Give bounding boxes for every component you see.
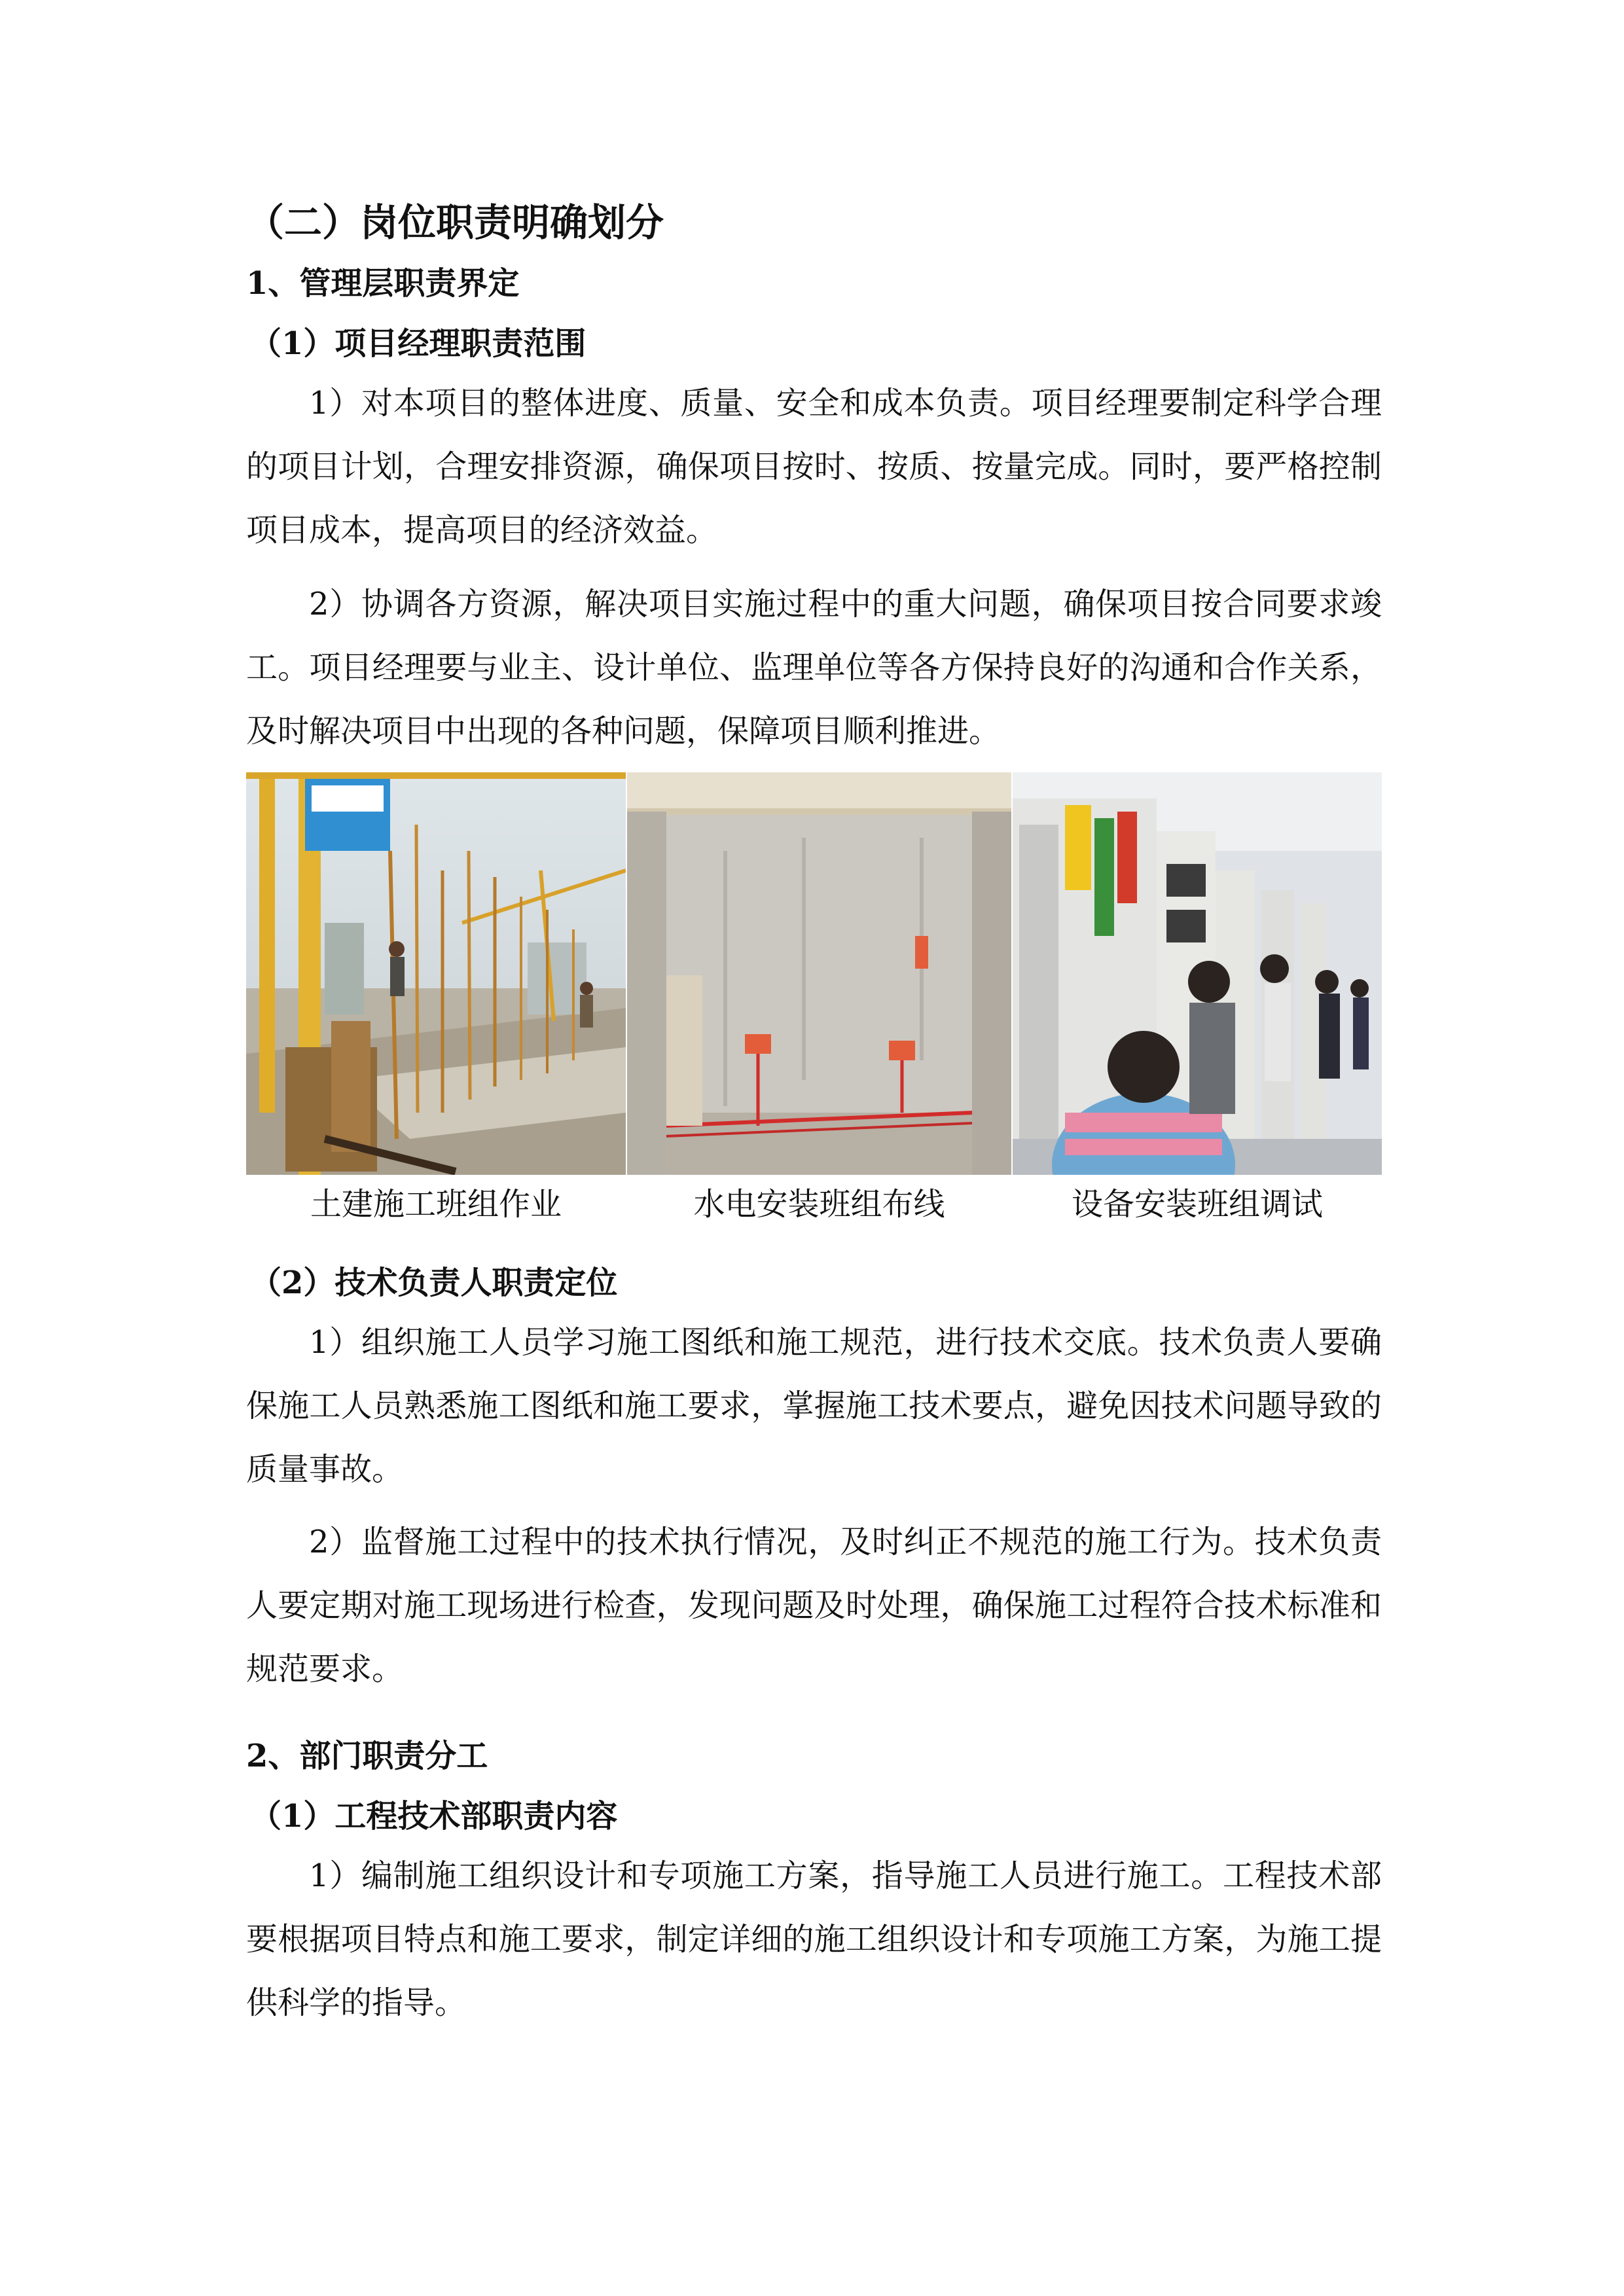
construction-site-photo [246, 772, 626, 1175]
section-title: （二）岗位职责明确划分 [246, 200, 664, 245]
equipment-lab-photo [1013, 772, 1382, 1175]
wiring-wall-image [627, 772, 1011, 1175]
construction-site-image [246, 772, 626, 1175]
part2-sub1-heading: （1）工程技术部职责内容 [250, 1798, 618, 1835]
part1-sub1-heading: （1）项目经理职责范围 [250, 325, 586, 362]
part1-sub1-paragraph-1: 1）对本项目的整体进度、质量、安全和成本负责。项目经理要制定科学合理的项目计划，合理安排资源，确保项目按时、按质、按量完成。同时，要严格控制项目成本，提高项目的经济效益。 [246, 385, 1382, 548]
photo-row [246, 772, 1382, 1175]
part2-sub1-paragraph-1: 1）编制施工组织设计和专项施工方案，指导施工人员进行施工。工程技术部要根据项目特点和施工要求，制定详细的施工组织设计和专项施工方案，为施工提供科学的指导。 [246, 1857, 1382, 2021]
photo-caption-1: 土建施工班组作业 [310, 1186, 562, 1223]
part1-sub1-paragraph-2: 2）协调各方资源，解决项目实施过程中的重大问题，确保项目按合同要求竣工。项目经理要与业主、设计单位、监理单位等各方保持良好的沟通和合作关系，及时解决项目中出现的各种问题，保障项目顺利推进。 [246, 586, 1382, 749]
photo-caption-3: 设备安装班组调试 [1071, 1186, 1323, 1223]
equipment-lab-image [1013, 772, 1382, 1175]
part1-sub2-paragraph-1: 1）组织施工人员学习施工图纸和施工规范，进行技术交底。技术负责人要确保施工人员熟悉施工图纸和施工要求，掌握施工技术要点，避免因技术问题导致的质量事故。 [246, 1324, 1382, 1488]
photo-caption-2: 水电安装班组布线 [693, 1186, 945, 1223]
part1-sub2-paragraph-2: 2）监督施工过程中的技术执行情况，及时纠正不规范的施工行为。技术负责人要定期对施工现场进行检查，发现问题及时处理，确保施工过程符合技术标准和规范要求。 [246, 1524, 1382, 1687]
part1-sub2-heading: （2）技术负责人职责定位 [250, 1265, 618, 1301]
part1-heading: 1、管理层职责界定 [246, 265, 520, 302]
wiring-wall-photo [627, 772, 1011, 1175]
part2-heading: 2、部门职责分工 [246, 1738, 488, 1774]
